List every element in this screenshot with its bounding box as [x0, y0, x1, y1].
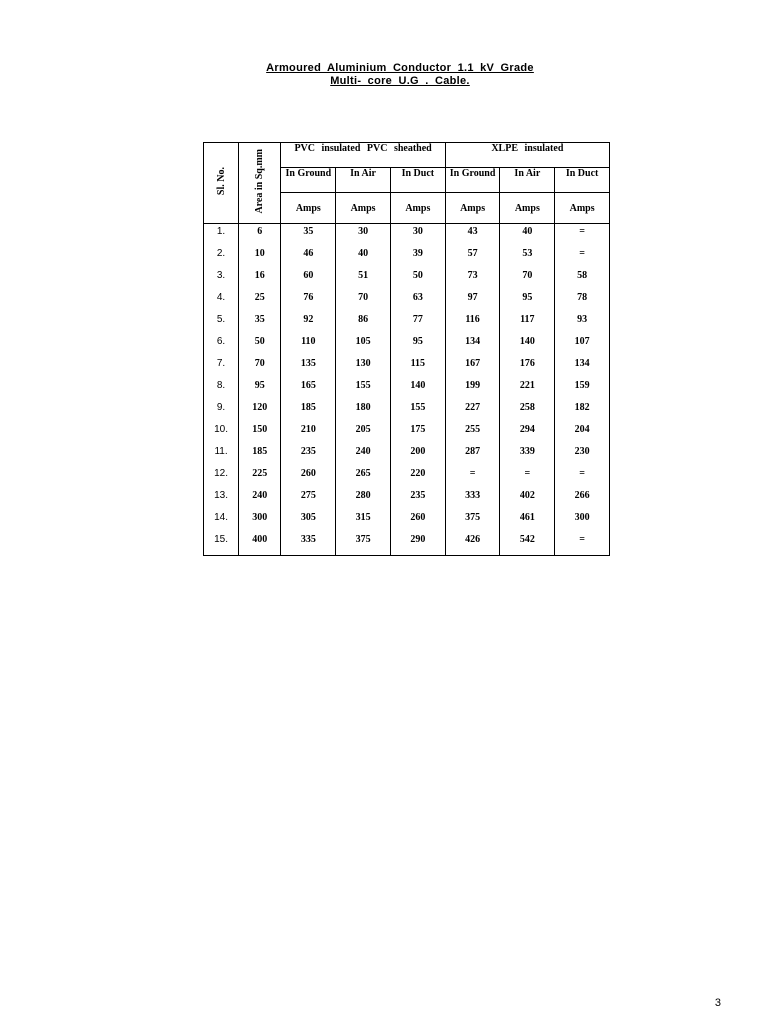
cell-pvc-ground: 235 [281, 441, 336, 463]
cell-xlpe-ground: 227 [445, 397, 500, 419]
cell-sl: 11. [204, 441, 239, 463]
cell-xlpe-duct: 58 [555, 265, 610, 287]
header-xlpe-group: XLPE insulated [445, 143, 609, 168]
cell-pvc-air: 51 [336, 265, 391, 287]
document-title [0, 62, 768, 88]
cell-sl: 1. [204, 224, 239, 244]
cell-sl: 3. [204, 265, 239, 287]
cell-area: 16 [239, 265, 281, 287]
table-row [204, 507, 610, 529]
cell-xlpe-ground: = [445, 463, 500, 485]
cell-xlpe-air: 542 [500, 529, 555, 556]
cell-xlpe-ground: 43 [445, 224, 500, 244]
header-pvc-air: In Air [336, 168, 391, 193]
cell-pvc-ground: 275 [281, 485, 336, 507]
cell-xlpe-duct: = [555, 463, 610, 485]
cell-xlpe-ground: 97 [445, 287, 500, 309]
table-row [204, 224, 610, 244]
cell-pvc-ground: 260 [281, 463, 336, 485]
cell-pvc-duct: 290 [390, 529, 445, 556]
cell-pvc-air: 40 [336, 243, 391, 265]
cell-pvc-ground: 46 [281, 243, 336, 265]
cell-sl: 7. [204, 353, 239, 375]
cell-pvc-ground: 92 [281, 309, 336, 331]
cell-xlpe-air: 117 [500, 309, 555, 331]
cell-xlpe-ground: 333 [445, 485, 500, 507]
cell-sl: 2. [204, 243, 239, 265]
cell-pvc-air: 265 [336, 463, 391, 485]
table-row [204, 353, 610, 375]
header-sl-no: Sl. No. [204, 143, 239, 224]
cell-pvc-duct: 200 [390, 441, 445, 463]
cell-pvc-air: 30 [336, 224, 391, 244]
cell-pvc-duct: 260 [390, 507, 445, 529]
header-xlpe-duct: In Duct [555, 168, 610, 193]
cell-xlpe-duct: = [555, 529, 610, 556]
cell-sl: 13. [204, 485, 239, 507]
table-row [204, 441, 610, 463]
cell-xlpe-ground: 134 [445, 331, 500, 353]
cell-xlpe-air: 402 [500, 485, 555, 507]
cell-area: 120 [239, 397, 281, 419]
cell-xlpe-duct: = [555, 243, 610, 265]
cell-sl: 6. [204, 331, 239, 353]
page-number: 3 [714, 997, 721, 1009]
cell-pvc-ground: 35 [281, 224, 336, 244]
cell-xlpe-air: 221 [500, 375, 555, 397]
cell-xlpe-ground: 199 [445, 375, 500, 397]
cell-xlpe-ground: 73 [445, 265, 500, 287]
cell-area: 240 [239, 485, 281, 507]
cell-pvc-air: 86 [336, 309, 391, 331]
cell-xlpe-ground: 375 [445, 507, 500, 529]
cell-area: 150 [239, 419, 281, 441]
cell-xlpe-duct: 159 [555, 375, 610, 397]
cell-pvc-air: 315 [336, 507, 391, 529]
table-row [204, 265, 610, 287]
unit-xlpe-duct: Amps [555, 193, 610, 224]
cell-pvc-duct: 50 [390, 265, 445, 287]
cell-pvc-duct: 155 [390, 397, 445, 419]
cell-xlpe-air: 258 [500, 397, 555, 419]
cell-sl: 5. [204, 309, 239, 331]
title-line-2: Multi- core U.G . Cable. [330, 75, 470, 87]
cell-area: 25 [239, 287, 281, 309]
cell-xlpe-duct: = [555, 224, 610, 244]
cell-sl: 15. [204, 529, 239, 556]
cell-xlpe-ground: 287 [445, 441, 500, 463]
cell-pvc-duct: 39 [390, 243, 445, 265]
cell-xlpe-duct: 93 [555, 309, 610, 331]
cell-area: 70 [239, 353, 281, 375]
unit-pvc-duct: Amps [390, 193, 445, 224]
cell-pvc-duct: 175 [390, 419, 445, 441]
cell-pvc-air: 180 [336, 397, 391, 419]
unit-pvc-ground: Amps [281, 193, 336, 224]
table-body [204, 224, 610, 556]
cell-pvc-duct: 140 [390, 375, 445, 397]
cell-pvc-ground: 210 [281, 419, 336, 441]
cell-area: 300 [239, 507, 281, 529]
cell-sl: 4. [204, 287, 239, 309]
cell-xlpe-air: 40 [500, 224, 555, 244]
header-pvc-duct: In Duct [390, 168, 445, 193]
cell-xlpe-ground: 255 [445, 419, 500, 441]
table-row [204, 243, 610, 265]
table-row [204, 419, 610, 441]
cell-pvc-air: 155 [336, 375, 391, 397]
cell-area: 95 [239, 375, 281, 397]
cell-pvc-ground: 60 [281, 265, 336, 287]
unit-xlpe-air: Amps [500, 193, 555, 224]
cell-sl: 8. [204, 375, 239, 397]
cell-xlpe-air: 70 [500, 265, 555, 287]
cell-xlpe-ground: 116 [445, 309, 500, 331]
cell-xlpe-ground: 167 [445, 353, 500, 375]
cell-area: 225 [239, 463, 281, 485]
cell-pvc-duct: 77 [390, 309, 445, 331]
cell-xlpe-ground: 57 [445, 243, 500, 265]
table-row [204, 529, 610, 556]
cell-pvc-air: 240 [336, 441, 391, 463]
table-row [204, 375, 610, 397]
cell-xlpe-air: 95 [500, 287, 555, 309]
table-row [204, 463, 610, 485]
cell-pvc-air: 205 [336, 419, 391, 441]
cell-xlpe-air: 176 [500, 353, 555, 375]
unit-pvc-air: Amps [336, 193, 391, 224]
title-line-1: Armoured Aluminium Conductor 1.1 kV Grade [266, 62, 534, 74]
table-row [204, 485, 610, 507]
cell-xlpe-duct: 230 [555, 441, 610, 463]
table-row [204, 309, 610, 331]
cell-pvc-ground: 165 [281, 375, 336, 397]
cell-sl: 12. [204, 463, 239, 485]
cell-xlpe-duct: 78 [555, 287, 610, 309]
unit-xlpe-ground: Amps [445, 193, 500, 224]
cell-pvc-air: 105 [336, 331, 391, 353]
table-row [204, 287, 610, 309]
cell-pvc-ground: 135 [281, 353, 336, 375]
header-xlpe-air: In Air [500, 168, 555, 193]
cell-pvc-ground: 185 [281, 397, 336, 419]
cell-xlpe-air: 339 [500, 441, 555, 463]
cell-pvc-air: 70 [336, 287, 391, 309]
cell-sl: 14. [204, 507, 239, 529]
cell-area: 10 [239, 243, 281, 265]
header-pvc-ground: In Ground [281, 168, 336, 193]
cell-sl: 9. [204, 397, 239, 419]
cell-xlpe-duct: 300 [555, 507, 610, 529]
cell-xlpe-duct: 182 [555, 397, 610, 419]
cell-pvc-duct: 30 [390, 224, 445, 244]
cell-xlpe-air: = [500, 463, 555, 485]
cell-pvc-duct: 95 [390, 331, 445, 353]
cell-pvc-duct: 63 [390, 287, 445, 309]
header-xlpe-ground: In Ground [445, 168, 500, 193]
table-row [204, 331, 610, 353]
cell-pvc-air: 280 [336, 485, 391, 507]
cell-xlpe-ground: 426 [445, 529, 500, 556]
cell-pvc-air: 375 [336, 529, 391, 556]
cell-xlpe-air: 294 [500, 419, 555, 441]
cell-area: 400 [239, 529, 281, 556]
cell-pvc-ground: 305 [281, 507, 336, 529]
cell-pvc-ground: 110 [281, 331, 336, 353]
cell-pvc-air: 130 [336, 353, 391, 375]
cell-xlpe-air: 53 [500, 243, 555, 265]
cell-xlpe-duct: 266 [555, 485, 610, 507]
cell-area: 6 [239, 224, 281, 244]
header-pvc-group: PVC insulated PVC sheathed [281, 143, 445, 168]
cell-pvc-duct: 220 [390, 463, 445, 485]
cell-sl: 10. [204, 419, 239, 441]
cell-xlpe-duct: 134 [555, 353, 610, 375]
cell-xlpe-air: 140 [500, 331, 555, 353]
cell-pvc-duct: 235 [390, 485, 445, 507]
cell-pvc-duct: 115 [390, 353, 445, 375]
cell-area: 50 [239, 331, 281, 353]
table-row [204, 397, 610, 419]
cell-xlpe-duct: 107 [555, 331, 610, 353]
cell-pvc-ground: 335 [281, 529, 336, 556]
cell-pvc-ground: 76 [281, 287, 336, 309]
cell-area: 185 [239, 441, 281, 463]
ampacity-table [203, 142, 610, 556]
cell-xlpe-duct: 204 [555, 419, 610, 441]
cell-area: 35 [239, 309, 281, 331]
cell-xlpe-air: 461 [500, 507, 555, 529]
header-area: Area in Sq.mm [239, 143, 281, 224]
